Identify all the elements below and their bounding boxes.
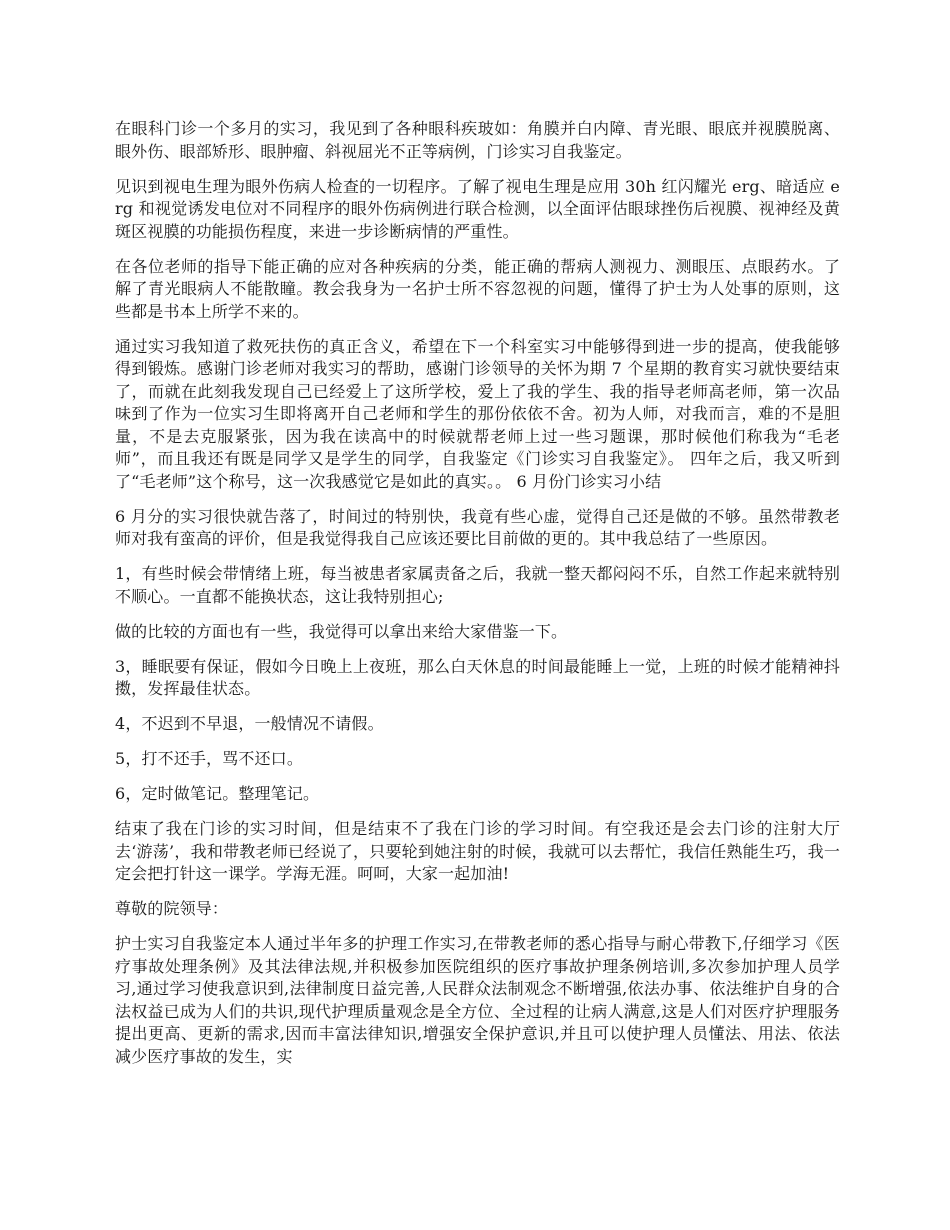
paragraph: 做的比较的方面也有一些，我觉得可以拿出来给大家借鉴一下。 bbox=[115, 621, 568, 641]
paragraph: 6 月分的实习很快就告落了，时间过的特别快，我竟有些心虚，觉得自己还是做的不够。虽然带教老师对我有蛮高的评价，但是我觉得我自己应该还要比目前做的更的。其中我总结了一些原因。 bbox=[115, 506, 840, 548]
salutation: 尊敬的院领导： bbox=[115, 899, 229, 918]
paragraph: 6，定时做笔记。整理笔记。 bbox=[115, 784, 320, 803]
paragraph: 见识到视电生理为眼外伤病人检查的一切程序。了解了视电生理是应用 30h 红闪耀光 erg、暗适应 erg 和视觉诱发电位对不同程序的眼外伤病例进行联合检测，以全面评估眼球挫伤后视膜、视神经及黄斑区视膜的功能损伤程度，来进一步诊断病情的严重性。 bbox=[115, 176, 840, 241]
paragraph: 1，有些时候会带情绪上班，每当被患者家属责备之后，我就一整天都闷闷不乐，自然工作起来就特别不顺心。一直都不能换状态，这让我特别担心; bbox=[115, 564, 840, 606]
paragraph: 4，不迟到不早退，一般情况不请假。 bbox=[115, 714, 384, 733]
paragraph: 护士实习自我鉴定本人通过半年多的护理工作实习,在带教老师的悉心指导与耐心带教下,仔细学习《医疗事故处理条例》及其法律法规,并积极参加医院组织的医疗事故护理条例培训,多次参加护理人员学习,通过学习使我意识到,法律制度日益完善,人民群众法制观念不断增强,依法办事、依法维护自身的合法权益已成为人们的共识,现代护理质量观念是全方位、全过程的让病人满意,这是人们对医疗护理服务提出更高、更新的需求,因而丰富法律知识,增强安全保护意识,并且可以使护理人员懂法、用法、依法减少医疗事故的发生，实 bbox=[115, 934, 840, 1066]
paragraph: 在眼科门诊一个多月的实习，我见到了各种眼科疾玻如：角膜并白内障、青光眼、眼底并视膜脱离、眼外伤、眼部矫形、眼肿瘤、斜视屈光不正等病例，门诊实习自我鉴定。 bbox=[115, 119, 840, 161]
paragraph: 结束了我在门诊的实习时间，但是结束不了我在门诊的学习时间。有空我还是会去门诊的注射大厅去‘游荡’，我和带教老师已经说了，只要轮到她注射的时候，我就可以去帮忙，我信任熟能生巧，我一定会把打针这一课学。学海无涯。呵呵，大家一起加油! bbox=[115, 819, 840, 883]
paragraph: 3，睡眠要有保证，假如今日晚上上夜班，那么白天休息的时间最能睡上一觉，上班的时候才能精神抖擞，发挥最佳状态。 bbox=[115, 656, 840, 698]
paragraph: 在各位老师的指导下能正确的应对各种疾病的分类，能正确的帮病人测视力、测眼压、点眼药水。了解了青光眼病人不能散瞳。教会我身为一名护士所不容忽视的问题，懂得了护士为人处事的原则，这些都是书本上所学不来的。 bbox=[115, 256, 840, 321]
paragraph: 通过实习我知道了救死扶伤的真正含义，希望在下一个科室实习中能够得到进一步的提高，使我能够得到锻炼。感谢门诊老师对我实习的帮助，感谢门诊领导的关怀为期 7 个星期的教育实习就快要结束了，而就在此刻我发现自己已经爱上了这所学校，爱上了我的学生、我的指导老师高老师，第一次品味到了作为一位实习生即将离开自己老师和学生的那份依依不舍。初为人师，对我而言，难的不是胆量，不是去克服紧张，因为我在读高中的时候就帮老师上过一些习题课，那时候他们称我为“毛老师”，而且我还有既是同学又是学生的同学，自我鉴定《门诊实习自我鉴定》。 四年之后，我又听到了“毛老师”这个称号，这一次我感觉它是如此的真实。。 6 月份门诊实习小结 bbox=[115, 336, 840, 491]
document-body bbox=[115, 118, 840, 1081]
paragraph: 5，打不还手，骂不还口。 bbox=[115, 749, 303, 768]
